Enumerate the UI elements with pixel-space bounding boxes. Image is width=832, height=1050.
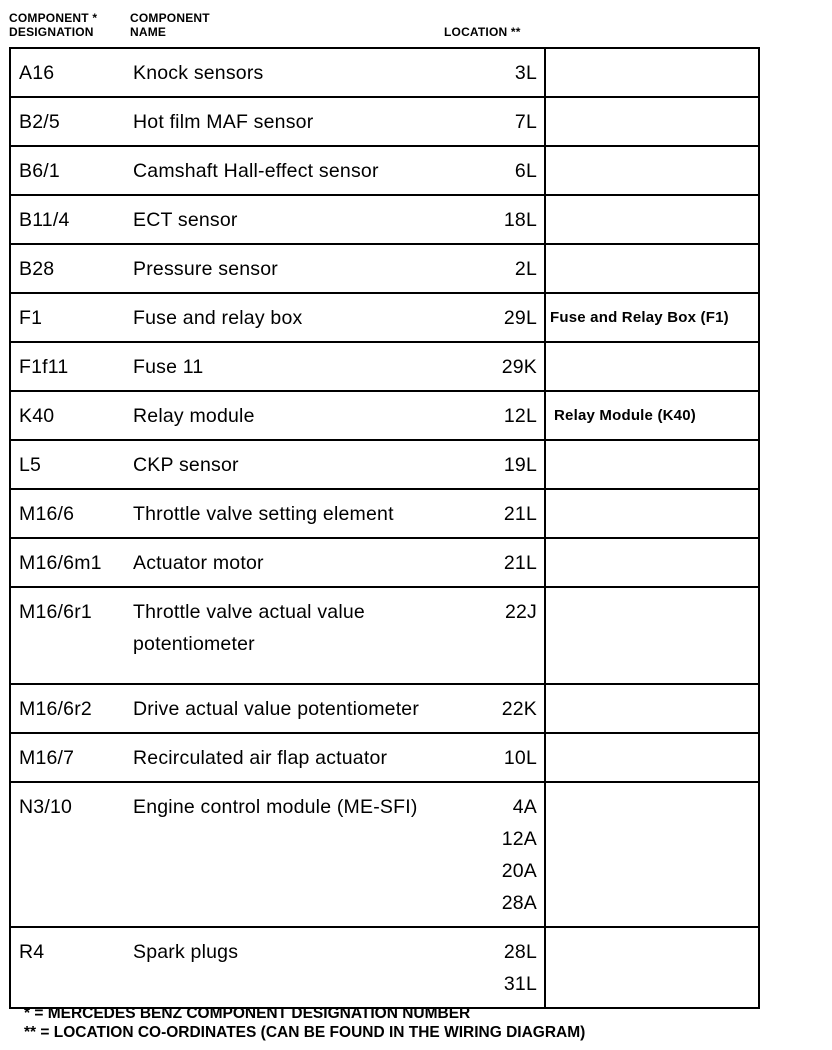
table-row bbox=[10, 538, 759, 587]
table-row bbox=[10, 195, 759, 244]
note-cell bbox=[545, 195, 759, 244]
designation-cell bbox=[10, 342, 133, 391]
name-column-header bbox=[130, 11, 210, 39]
location-cell bbox=[463, 538, 545, 587]
designation-text: R4 bbox=[19, 941, 45, 963]
location-list bbox=[463, 294, 537, 341]
name-cell bbox=[133, 489, 463, 538]
location-list bbox=[463, 441, 537, 488]
table-row bbox=[10, 244, 759, 293]
location-value: 20A bbox=[501, 860, 537, 882]
name-text: Camshaft Hall-effect sensor bbox=[133, 160, 379, 182]
location-cell bbox=[463, 440, 545, 489]
note-text: Relay Module (K40) bbox=[554, 407, 696, 424]
location-cell bbox=[463, 244, 545, 293]
name-text: Actuator motor bbox=[133, 552, 264, 574]
designation-cell bbox=[10, 489, 133, 538]
note-cell bbox=[545, 927, 759, 1008]
table-row bbox=[10, 391, 759, 440]
designation-text: M16/6m1 bbox=[19, 552, 102, 574]
note-cell bbox=[545, 782, 759, 927]
designation-cell bbox=[10, 440, 133, 489]
note-cell bbox=[545, 342, 759, 391]
location-list bbox=[463, 490, 537, 537]
table-row bbox=[10, 146, 759, 195]
location-cell bbox=[463, 733, 545, 782]
footnote-location: ** = LOCATION CO-ORDINATES (CAN BE FOUND IN THE WIRING DIAGRAM) bbox=[24, 1024, 586, 1041]
location-value: 10L bbox=[503, 747, 537, 769]
note-cell bbox=[545, 733, 759, 782]
designation-cell bbox=[10, 538, 133, 587]
designation-text: B6/1 bbox=[19, 160, 60, 182]
name-cell bbox=[133, 195, 463, 244]
location-cell bbox=[463, 97, 545, 146]
designation-text: M16/6 bbox=[19, 503, 75, 525]
location-value: 22J bbox=[504, 601, 537, 623]
location-value: 12L bbox=[503, 405, 537, 427]
name-cell bbox=[133, 684, 463, 733]
location-value: 31L bbox=[503, 973, 537, 995]
location-list bbox=[463, 392, 537, 439]
table-row bbox=[10, 489, 759, 538]
designation-text: K40 bbox=[19, 405, 55, 427]
name-text: Spark plugs bbox=[133, 941, 239, 963]
location-value: 21L bbox=[503, 552, 537, 574]
name-text: Drive actual value potentiometer bbox=[133, 698, 420, 720]
table-row bbox=[10, 587, 759, 684]
location-value: 29L bbox=[503, 307, 537, 329]
name-cell bbox=[133, 391, 463, 440]
name-cell bbox=[133, 342, 463, 391]
note-cell bbox=[545, 293, 759, 342]
name-text: Knock sensors bbox=[133, 62, 264, 84]
designation-cell bbox=[10, 782, 133, 927]
designation-cell bbox=[10, 48, 133, 97]
designation-cell bbox=[10, 927, 133, 1008]
name-text: Relay module bbox=[133, 405, 255, 427]
designation-text: F1 bbox=[19, 307, 43, 329]
designation-text: B11/4 bbox=[19, 209, 70, 231]
designation-text: M16/6r2 bbox=[19, 698, 92, 720]
name-text: Pressure sensor bbox=[133, 258, 278, 280]
table-row bbox=[10, 733, 759, 782]
name-cell bbox=[133, 782, 463, 927]
designation-text: M16/6r1 bbox=[19, 601, 92, 623]
location-cell bbox=[463, 195, 545, 244]
designation-column-header bbox=[9, 11, 97, 39]
table-row bbox=[10, 293, 759, 342]
table-row bbox=[10, 927, 759, 1008]
location-cell bbox=[463, 146, 545, 195]
name-cell bbox=[133, 538, 463, 587]
designation-cell bbox=[10, 587, 133, 684]
location-cell bbox=[463, 293, 545, 342]
designation-cell bbox=[10, 391, 133, 440]
name-text: CKP sensor bbox=[133, 454, 239, 476]
table-row bbox=[10, 782, 759, 927]
name-text: Recirculated air flap actuator bbox=[133, 747, 388, 769]
designation-cell bbox=[10, 146, 133, 195]
location-value: 29K bbox=[501, 356, 537, 378]
location-value: 7L bbox=[514, 111, 537, 133]
location-value: 28A bbox=[501, 892, 537, 914]
note-cell bbox=[545, 391, 759, 440]
designation-cell bbox=[10, 684, 133, 733]
name-cell bbox=[133, 733, 463, 782]
designation-cell bbox=[10, 733, 133, 782]
location-value: 12A bbox=[501, 828, 537, 850]
name-cell bbox=[133, 927, 463, 1008]
designation-text: L5 bbox=[19, 454, 42, 476]
note-cell bbox=[545, 538, 759, 587]
location-list bbox=[463, 98, 537, 145]
location-value: 22K bbox=[501, 698, 537, 720]
designation-text: A16 bbox=[19, 62, 55, 84]
note-cell bbox=[545, 244, 759, 293]
name-text: Engine control module (ME-SFI) bbox=[133, 796, 418, 818]
designation-cell bbox=[10, 97, 133, 146]
location-cell bbox=[463, 927, 545, 1008]
designation-header-line2: DESIGNATION bbox=[9, 25, 94, 39]
name-cell bbox=[133, 146, 463, 195]
table-row bbox=[10, 440, 759, 489]
name-cell bbox=[133, 293, 463, 342]
note-cell bbox=[545, 684, 759, 733]
location-value: 3L bbox=[514, 62, 537, 84]
name-text: Throttle valve setting element bbox=[133, 503, 394, 525]
note-cell bbox=[545, 146, 759, 195]
note-cell bbox=[545, 587, 759, 684]
location-list bbox=[463, 588, 537, 635]
name-cell bbox=[133, 244, 463, 293]
table-row bbox=[10, 342, 759, 391]
location-list bbox=[463, 928, 537, 1007]
location-value: 28L bbox=[503, 941, 537, 963]
location-list bbox=[463, 196, 537, 243]
location-cell bbox=[463, 782, 545, 927]
table-row bbox=[10, 48, 759, 97]
name-cell bbox=[133, 48, 463, 97]
location-value: 21L bbox=[503, 503, 537, 525]
table-row bbox=[10, 684, 759, 733]
designation-cell bbox=[10, 195, 133, 244]
location-list bbox=[463, 245, 537, 292]
location-value: 6L bbox=[514, 160, 537, 182]
location-list bbox=[463, 147, 537, 194]
note-cell bbox=[545, 489, 759, 538]
location-cell bbox=[463, 489, 545, 538]
location-list bbox=[463, 49, 537, 96]
location-value: 2L bbox=[514, 258, 537, 280]
designation-text: B2/5 bbox=[19, 111, 60, 133]
location-list bbox=[463, 685, 537, 732]
location-value: 19L bbox=[503, 454, 537, 476]
location-cell bbox=[463, 684, 545, 733]
location-value: 4A bbox=[512, 796, 537, 818]
location-column-header: LOCATION ** bbox=[444, 25, 521, 39]
note-cell bbox=[545, 440, 759, 489]
name-text: Fuse 11 bbox=[133, 356, 204, 378]
location-cell bbox=[463, 587, 545, 684]
designation-text: N3/10 bbox=[19, 796, 73, 818]
designation-cell bbox=[10, 244, 133, 293]
note-cell bbox=[545, 48, 759, 97]
note-text: Fuse and Relay Box (F1) bbox=[550, 309, 729, 326]
location-list bbox=[463, 734, 537, 781]
location-list bbox=[463, 539, 537, 586]
name-cell bbox=[133, 587, 463, 684]
location-cell bbox=[463, 48, 545, 97]
designation-text: M16/7 bbox=[19, 747, 75, 769]
name-cell bbox=[133, 440, 463, 489]
location-list bbox=[463, 783, 537, 926]
location-value: 18L bbox=[503, 209, 537, 231]
component-table-body bbox=[10, 48, 759, 1008]
designation-cell bbox=[10, 293, 133, 342]
name-text: ECT sensor bbox=[133, 209, 238, 231]
name-text: Throttle valve actual value potentiometer bbox=[133, 601, 365, 655]
table-row bbox=[10, 97, 759, 146]
designation-text: F1f11 bbox=[19, 356, 69, 378]
name-text: Hot film MAF sensor bbox=[133, 111, 314, 133]
footnote-designation: * = MERCEDES BENZ COMPONENT DESIGNATION NUMBER bbox=[24, 1005, 471, 1022]
note-cell bbox=[545, 97, 759, 146]
location-cell bbox=[463, 342, 545, 391]
name-header-line2: NAME bbox=[130, 25, 167, 39]
location-list bbox=[463, 343, 537, 390]
designation-text: B28 bbox=[19, 258, 55, 280]
name-cell bbox=[133, 97, 463, 146]
location-cell bbox=[463, 391, 545, 440]
name-header-line1: COMPONENT bbox=[130, 11, 210, 25]
designation-header-line1: COMPONENT * bbox=[9, 11, 98, 25]
component-table bbox=[9, 47, 760, 1009]
name-text: Fuse and relay box bbox=[133, 307, 303, 329]
